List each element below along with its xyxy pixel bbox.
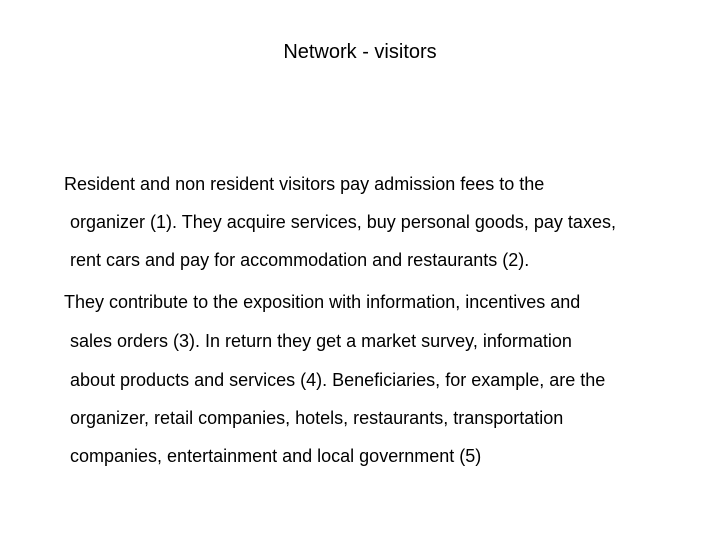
paragraph-line: Resident and non resident visitors pay admission fees to the (64, 174, 545, 194)
paragraph-line: sales orders (3). In return they get a market survey, information (70, 331, 572, 351)
slide-title: Network - visitors (283, 41, 437, 63)
paragraph-line: companies, entertainment and local government (5) (70, 446, 482, 466)
paragraph-line: rent cars and pay for accommodation and restaurants (2). (70, 250, 530, 270)
paragraph-line: organizer, retail companies, hotels, restaurants, transportation (70, 408, 564, 428)
paragraph-line: organizer (1). They acquire services, buy personal goods, pay taxes, (70, 212, 616, 232)
paragraph-line: about products and services (4). Beneficiaries, for example, are the (70, 370, 606, 390)
paragraph-line: They contribute to the exposition with information, incentives and (64, 292, 581, 312)
